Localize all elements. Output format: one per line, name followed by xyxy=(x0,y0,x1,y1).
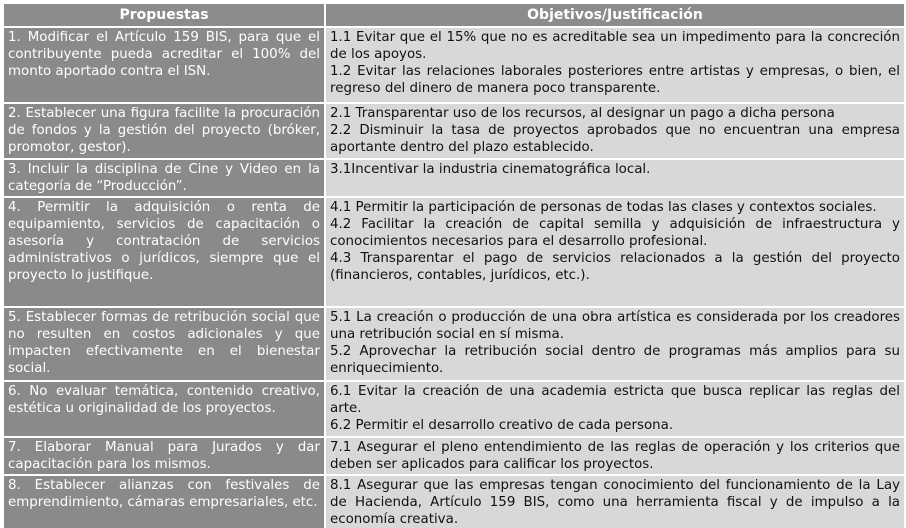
objective-item: 1.2 Evitar las relaciones laborales posteriores entre artistas y empresas, o bien, el regreso del dinero de manera poco transparente. xyxy=(330,64,900,96)
objective-item: 1.1 Evitar que el 15% que no es acreditable sea un impedimento para la concreción de los apoyos. xyxy=(330,30,900,62)
objective-item: 4.2 Facilitar la creación de capital semilla y adquisición de infraestructura y conocimientos necesarios para el desarrollo profesional. xyxy=(330,217,900,249)
objective-item: 8.1 Asegurar que las empresas tengan conocimiento del funcionamiento de la Lay de Hacienda, Artículo 159 BIS, como una herramienta fiscal y de impulso a la economía creativa. xyxy=(330,478,900,527)
objective-item: 7.1 Asegurar el pleno entendimiento de las reglas de operación y los criterios que deben ser aplicados para calificar los proyectos. xyxy=(330,440,900,472)
proposal-cell: 2. Establecer una figura facilite la procuración de fondos y la gestión del proyecto (bróker, promotor, gestor). xyxy=(4,104,324,158)
objectives-cell xyxy=(326,28,904,102)
proposal-cell: 4. Permitir la adquisición o renta de equipamiento, servicios de capacitación o asesoría y contratación de servicios administrativos o jurídicos, siempre que el proyecto lo justifique. xyxy=(4,198,324,306)
objective-item: 4.1 Permitir la participación de personas de todas las clases y contextos sociales. xyxy=(330,200,877,215)
proposal-cell: 6. No evaluar temática, contenido creativo, estética u originalidad de los proyectos. xyxy=(4,382,324,436)
header-propuestas: Propuestas xyxy=(4,4,324,26)
objective-item: 2.2 Disminuir la tasa de proyectos aprobados que no encuentran una empresa aportante dentro del plazo establecido. xyxy=(330,123,900,155)
objective-item: 5.2 Aprovechar la retribución social dentro de programas más amplios para su enriquecimiento. xyxy=(330,344,900,376)
objectives-cell xyxy=(326,308,904,380)
proposal-cell: 8. Establecer alianzas con festivales de emprendimiento, cámaras empresariales, etc. xyxy=(4,476,324,528)
objectives-cell xyxy=(326,160,904,196)
proposal-cell: 7. Elaborar Manual para Jurados y dar capacitación para los mismos. xyxy=(4,438,324,474)
objectives-cell xyxy=(326,104,904,158)
objective-item: 5.1 La creación o producción de una obra artística es considerada por los creadores una retribución social en sí misma. xyxy=(330,310,900,342)
objective-item: 3.1Incentivar la industria cinematográfica local. xyxy=(330,162,651,177)
proposal-cell: 3. Incluir la disciplina de Cine y Video en la categoría de “Producción”. xyxy=(4,160,324,196)
objective-item: 6.2 Permitir el desarrollo creativo de cada persona. xyxy=(330,418,674,433)
proposal-cell: 5. Establecer formas de retribución social que no resulten en costos adicionales y que impacten efectivamente en el bienestar social. xyxy=(4,308,324,380)
objective-item: 4.3 Transparentar el pago de servicios relacionados a la gestión del proyecto (financieros, contables, jurídicos, etc.). xyxy=(330,251,900,283)
proposals-table xyxy=(4,4,902,527)
header-objetivos: Objetivos/Justificación xyxy=(326,4,904,26)
objectives-cell xyxy=(326,476,904,528)
objectives-cell xyxy=(326,382,904,436)
objective-item: 2.1 Transparentar uso de los recursos, al designar un pago a dicha persona xyxy=(330,106,835,121)
objectives-cell xyxy=(326,198,904,306)
objectives-cell xyxy=(326,438,904,474)
objective-item: 6.1 Evitar la creación de una academia estricta que busca replicar las reglas del arte. xyxy=(330,384,900,416)
proposal-cell: 1. Modificar el Artículo 159 BIS, para que el contribuyente pueda acreditar el 100% del monto aportado contra el ISN. xyxy=(4,28,324,102)
